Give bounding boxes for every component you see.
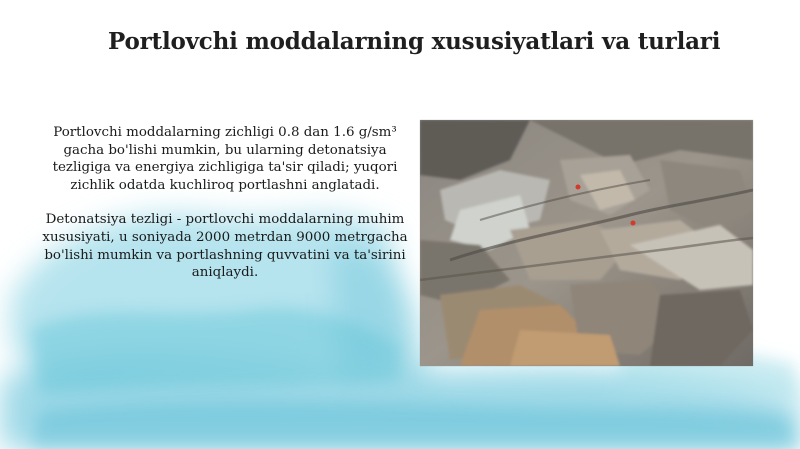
rock-photo xyxy=(420,120,753,366)
rock-image xyxy=(420,120,753,366)
paragraph-density: Portlovchi moddalarning zichligi 0.8 dan 1.6 g/sm³ gacha bo'lishi mumkin, bu ularning detonatsiya tezligiga va energiya zichligiga ta'sir qiladi; yuqori zichlik odatda kuchliroq portlashni anglatadi. xyxy=(52,125,398,193)
red-marker-2 xyxy=(631,221,636,226)
red-marker-1 xyxy=(576,185,581,190)
body-text xyxy=(40,124,410,282)
paragraph-detonation-velocity: Detonatsiya tezligi - portlovchi moddalarning muhim xususiyati, u soniyada 2000 metrdan 9000 metrgacha bo'lishi mumkin va portlashning quvvatini va ta'sirini aniqlaydi. xyxy=(42,212,408,281)
slide-title: Portlovchi moddalarning xususiyatlari va turlari xyxy=(108,28,721,55)
